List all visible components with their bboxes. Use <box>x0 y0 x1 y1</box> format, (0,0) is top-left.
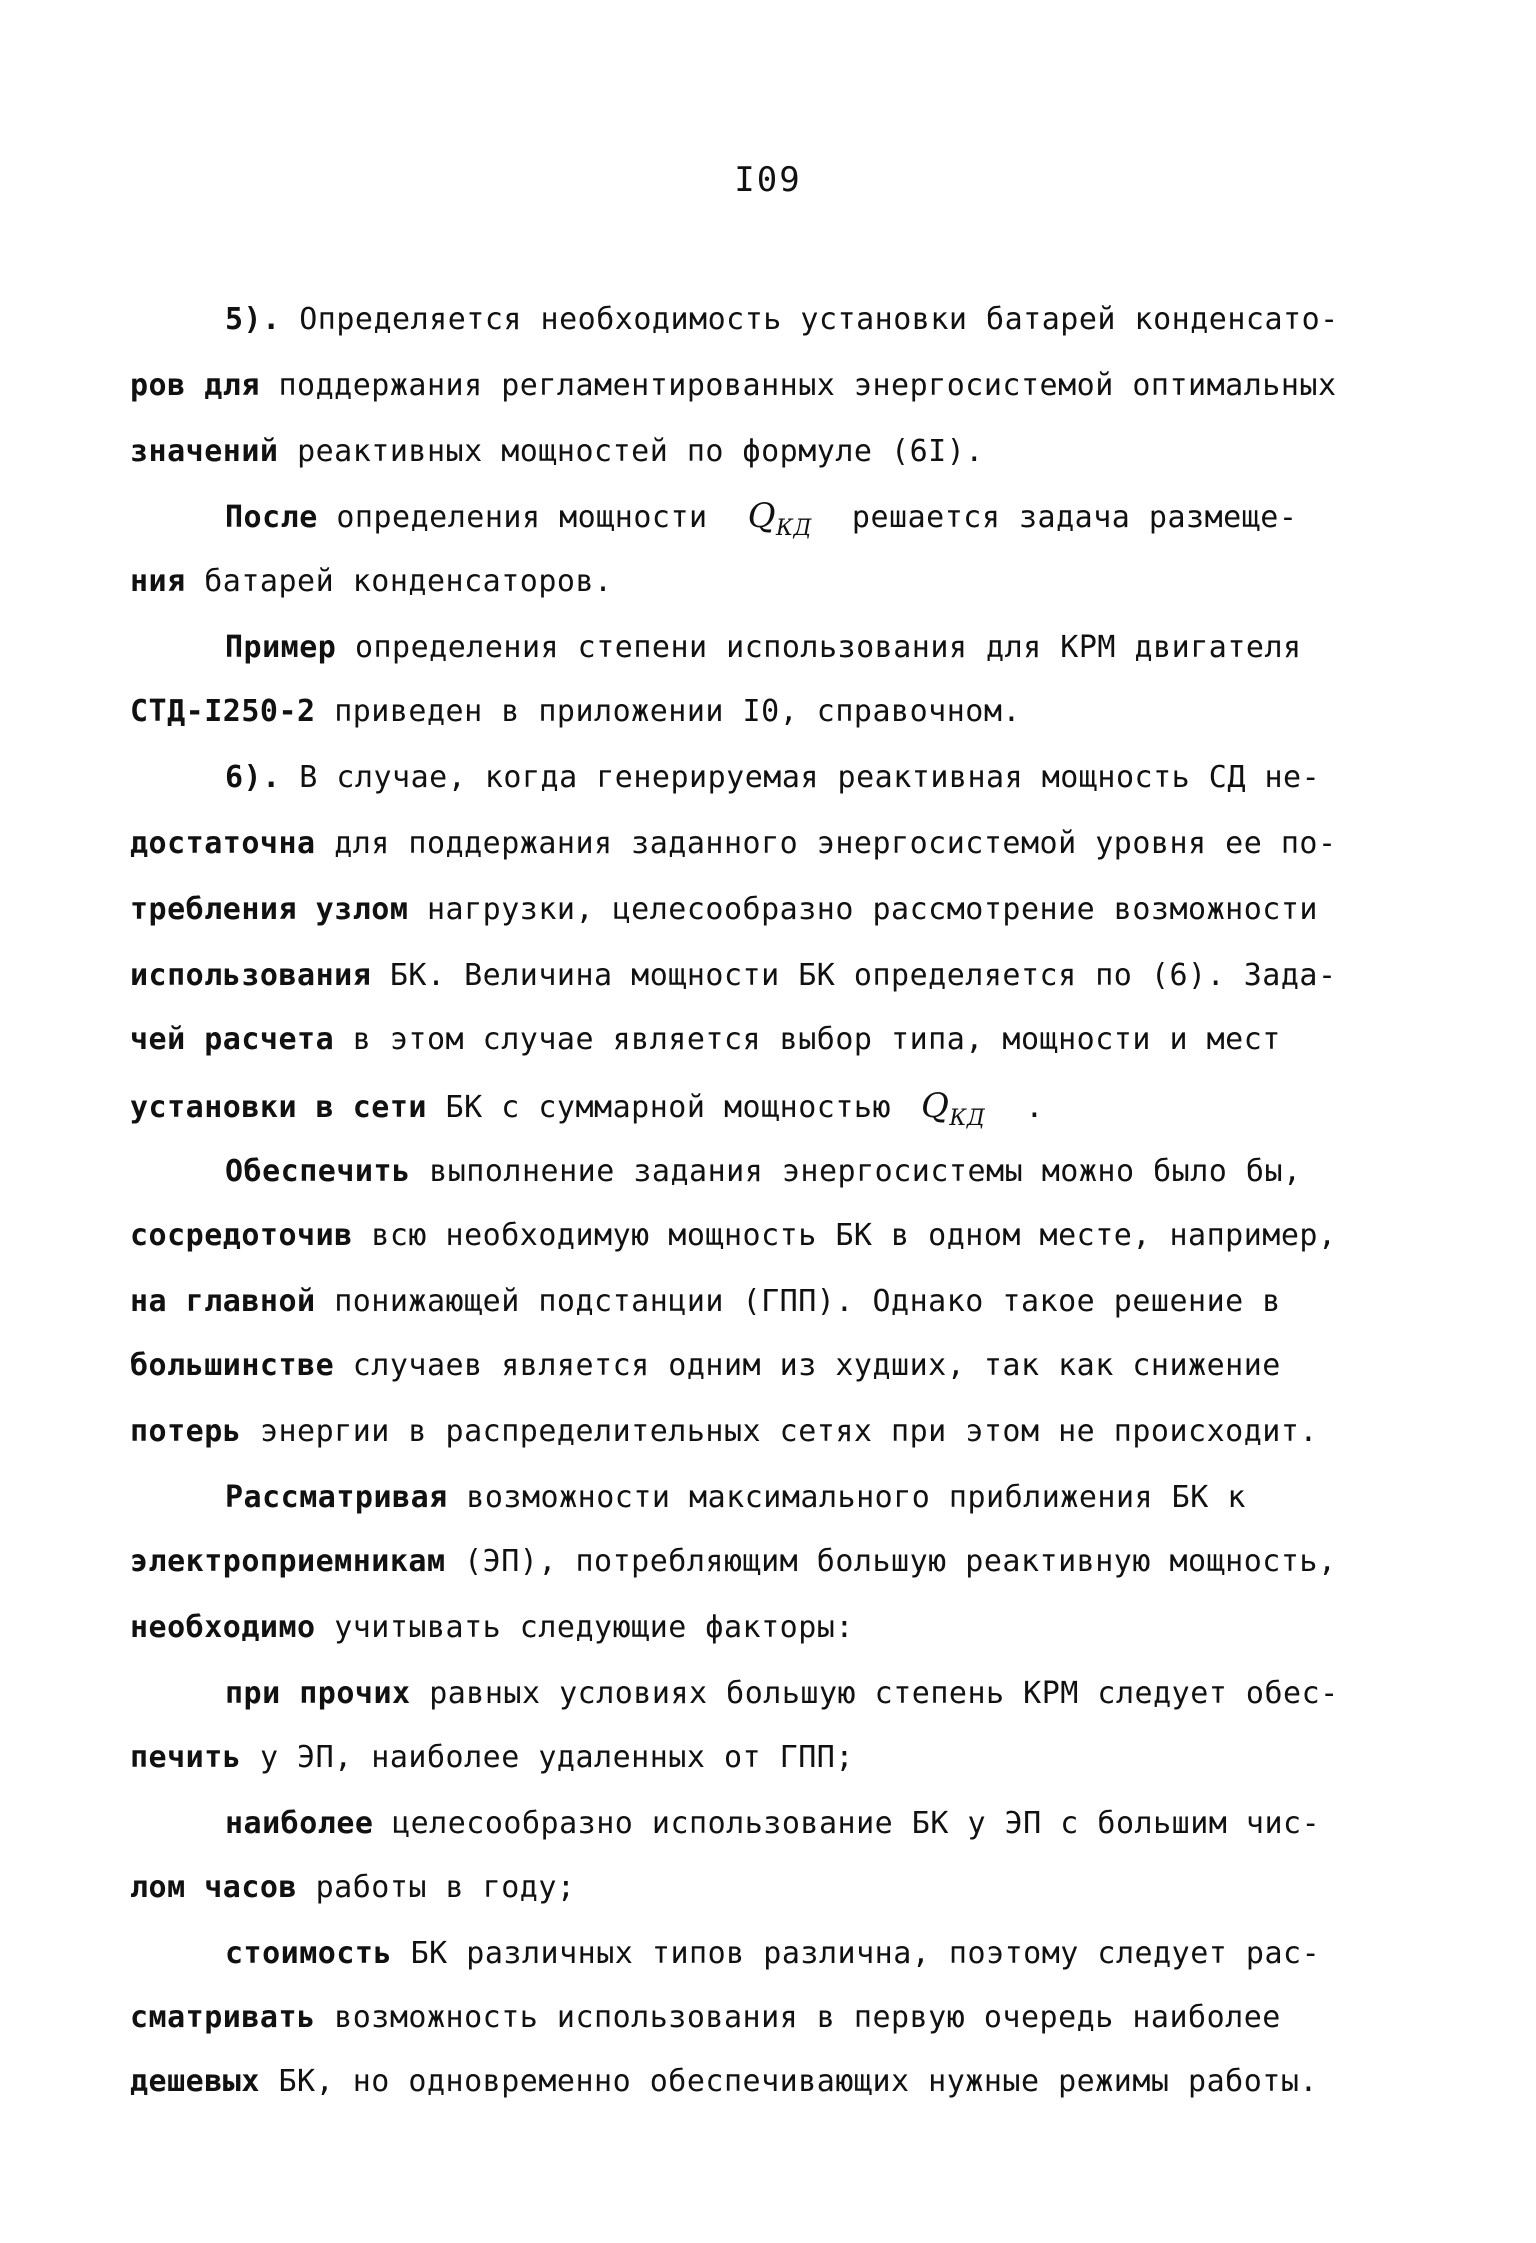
text-line: Рассматривая возможности максимального приближения БК к <box>225 1480 1246 1515</box>
q-kd-symbol: $Q_{КД}$ <box>747 496 812 541</box>
text-line: ров для поддержания регламентированных энергосистемой оптимальных <box>130 368 1337 403</box>
text-line: использования БК. Величина мощности БК определяется по (6). Зада- <box>130 958 1337 993</box>
text-line: значений реактивных мощностей по формуле (6I). <box>130 434 984 469</box>
text-line: на главной понижающей подстанции (ГПП). Однако такое решение в <box>130 1284 1281 1319</box>
text-line: 6). В случае, когда генерируемая реактивная мощность СД не- <box>225 760 1321 795</box>
text-line: потерь энергии в распределительных сетях при этом не происходит. <box>130 1414 1318 1449</box>
text-line: наиболее целесообразно использование БК у ЭП с большим чис- <box>225 1806 1321 1841</box>
text-line: СТД-I250-2 приведен в приложении I0, справочном. <box>130 694 1021 729</box>
text-line: дешевых БК, но одновременно обеспечивающих нужные режимы работы. <box>130 2064 1318 2099</box>
text-line: при прочих равных условиях большую степень КРМ следует обес- <box>225 1676 1339 1711</box>
text-line: лом часов работы в году; <box>130 1870 576 1905</box>
text-line: стоимость БК различных типов различна, поэтому следует рас- <box>225 1936 1321 1971</box>
text-line: необходимо учитывать следующие факторы: <box>130 1610 854 1645</box>
text-line: Пример определения степени использования для КРМ двигателя <box>225 630 1302 665</box>
text-line: ния батарей конденсаторов. <box>130 564 613 599</box>
text-line: электроприемникам (ЭП), потребляющим большую реактивную мощность, <box>130 1544 1337 1579</box>
text-line: установки в сети БК с суммарной мощностью $Q_{КД}$ . <box>130 1086 1044 1131</box>
text-line: требления узлом нагрузки, целесообразно рассмотрение возможности <box>130 892 1318 927</box>
text-line: достаточна для поддержания заданного энергосистемой уровня ее по- <box>130 826 1337 861</box>
text-line: После определения мощности $Q_{КД}$ решается задача размеще- <box>225 496 1298 541</box>
text-line: большинстве случаев является одним из худших, так как снижение <box>130 1348 1281 1383</box>
text-line: Обеспечить выполнение задания энергосистемы можно было бы, <box>225 1154 1302 1189</box>
q-kd-symbol: $Q_{КД}$ <box>921 1086 986 1131</box>
text-line: 5). Определяется необходимость установки батарей конденсато- <box>225 302 1339 337</box>
text-line: сосредоточив всю необходимую мощность БК в одном месте, например, <box>130 1218 1337 1253</box>
text-line: сматривать возможность использования в первую очередь наиболее <box>130 2000 1281 2035</box>
text-line: печить у ЭП, наиболее удаленных от ГПП; <box>130 1740 854 1775</box>
page-number: I09 <box>734 160 802 200</box>
text-line: чей расчета в этом случае является выбор типа, мощности и мест <box>130 1022 1281 1057</box>
